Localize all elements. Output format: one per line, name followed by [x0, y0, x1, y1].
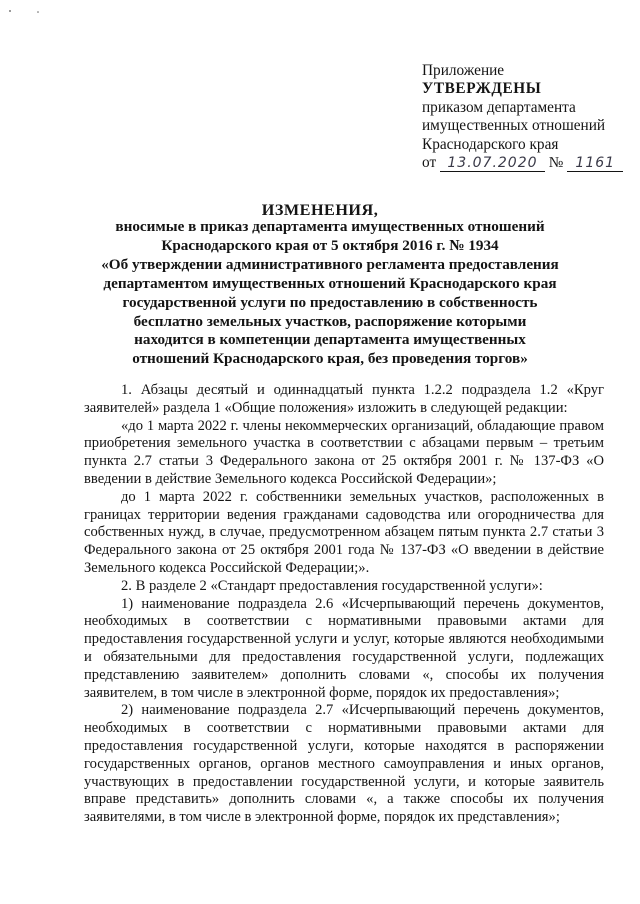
date-prefix: от	[422, 154, 437, 172]
subtitle-line: Краснодарского края от 5 октября 2016 г. № 1934	[161, 236, 499, 254]
approval-block	[422, 62, 632, 172]
approval-date-number-line	[422, 154, 632, 172]
paragraph-item-1: 1. Абзацы десятый и одиннадцатый пункта 1.2.2 подраздела 1.2 «Круг заявителей» раздела 1 «Общие положения» изложить в следующей редакции:	[84, 382, 604, 416]
handwritten-number: 1161	[567, 155, 623, 172]
subtitle-line: вносимые в приказ департамента имущественных отношений	[115, 218, 545, 235]
subtitle-line: «Об утверждении административного регламента предоставления	[101, 255, 559, 273]
paragraph-quote-members: «до 1 марта 2022 г. члены некоммерческих организаций, обладающие правом приобретения земельного участка в соответствии с абзацами первым – третьим пункта 2.7 статьи 3 Федерального закона от 25 октября 2001 г. № 137-ФЗ «О введении в действие Земельного кодекса Российской Федерации»;	[84, 417, 604, 487]
paragraph-subitem-1: 1) наименование подраздела 2.6 «Исчерпывающий перечень документов, необходимых в соответствии с нормативными правовыми актами для предоставления государственной услуги и услуг, которые являются необходимыми и обязательными для предоставления государственной услуги, подлежащих представлению заявителем» дополнить словами «, способы их получения заявителем, в том числе в электронной форме, порядок их предоставления»;	[84, 595, 604, 701]
document-title: ИЗМЕНЕНИЯ,	[261, 201, 379, 219]
approval-appendix-label: Приложение	[422, 62, 505, 79]
scan-speck-marks	[8, 6, 48, 16]
approval-line-region: Краснодарского края	[422, 135, 559, 153]
subtitle-line: государственной услуги по предоставлению в собственность	[122, 293, 538, 311]
subtitle-line: отношений Краснодарского края, без проведения торгов»	[132, 350, 528, 368]
approval-stamp: УТВЕРЖДЕНЫ	[422, 80, 542, 98]
document-body	[84, 382, 604, 827]
approval-line-order: приказом департамента	[422, 98, 576, 116]
paragraph-item-2: 2. В разделе 2 «Стандарт предоставления государственной услуги»:	[121, 577, 543, 594]
subtitle-line: бесплатно земельных участков, распоряжение которыми	[133, 312, 527, 330]
handwritten-date: 13.07.2020	[440, 155, 545, 172]
subtitle-line: находится в компетенции департамента имущественных	[134, 331, 526, 349]
number-sign: №	[548, 154, 564, 172]
subtitle-line: департаментом имущественных отношений Краснодарского края	[103, 274, 557, 292]
document-subtitle	[100, 218, 560, 369]
approval-line-department: имущественных отношений	[422, 117, 606, 135]
paragraph-quote-owners: до 1 марта 2022 г. собственники земельных участков, расположенных в границах территории ведения гражданами садоводства или огородничества для собственных нужд, в случае, предусмотренном абзацем пятым пункта 2.7 статьи 3 Федерального закона от 25 октября 2001 года № 137-ФЗ «О введении в действие Земельного кодекса Российской Федерации;».	[84, 488, 604, 576]
paragraph-subitem-2: 2) наименование подраздела 2.7 «Исчерпывающий перечень документов, необходимых в соответствии с нормативными правовыми актами для предоставления государственной услуги, которые находятся в распоряжении государственных органов, органов местного самоуправления и иных органов, участвующих в предоставлении государственной услуги, и которые заявитель вправе представить» дополнить словами «, а также способы их получения заявителями, в том числе в электронной форме, порядок их представления»;	[84, 702, 604, 826]
